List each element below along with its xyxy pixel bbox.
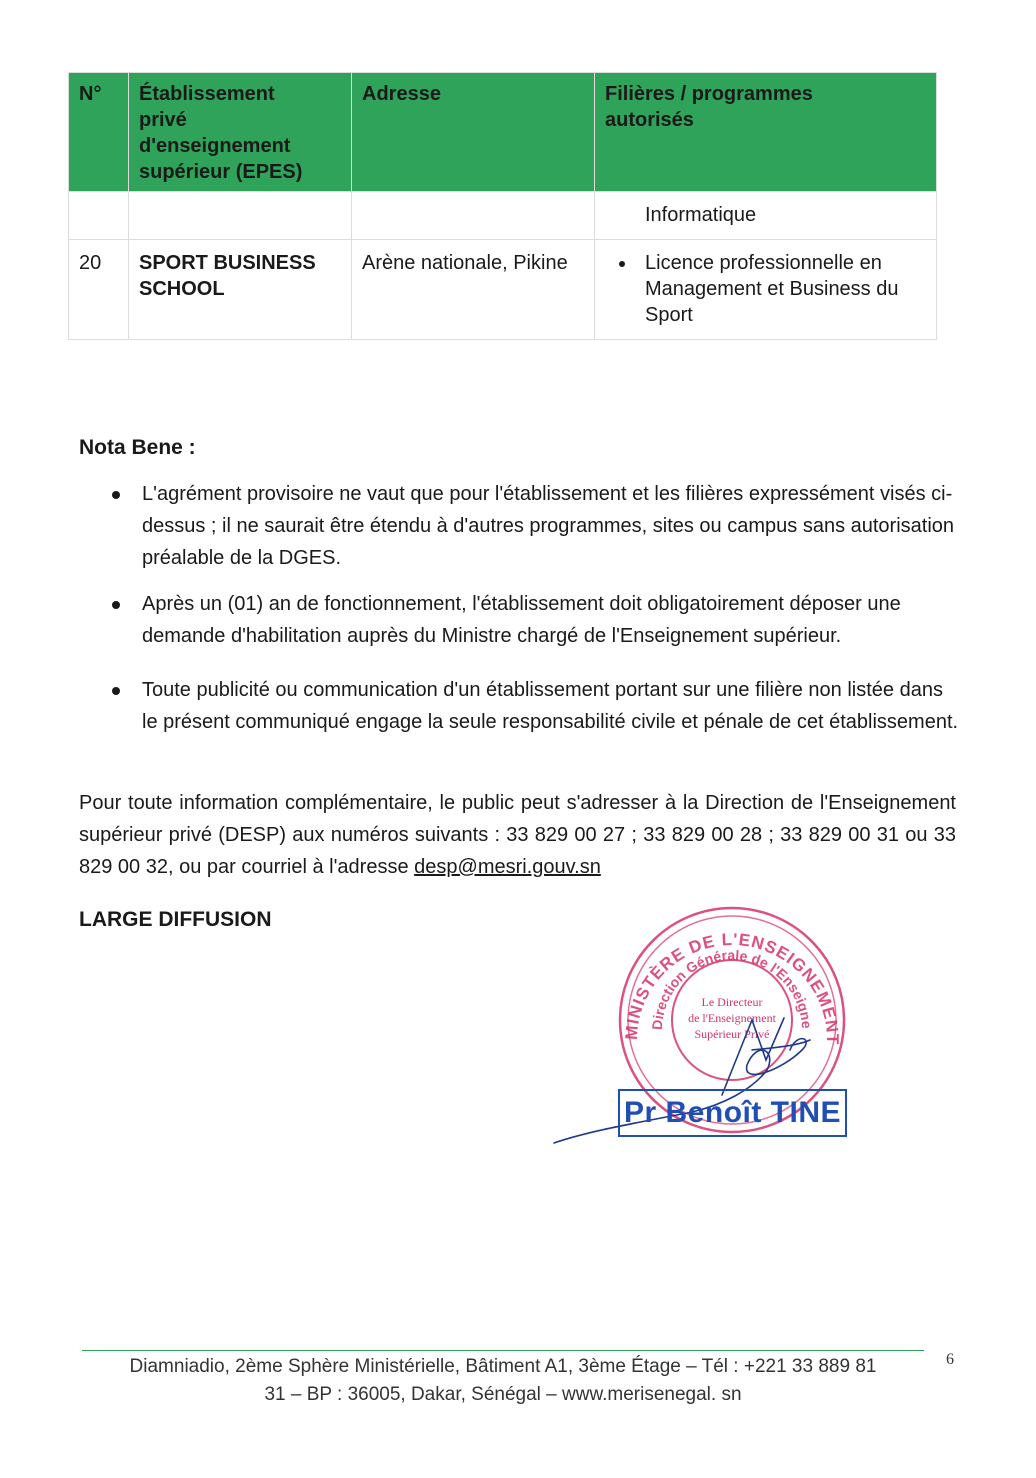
stamp-center-line: Supérieur Privé <box>694 1027 770 1041</box>
table-header-row <box>69 73 937 192</box>
svg-text:MINISTÈRE DE L'ENSEIGNEMENT SU: MINISTÈRE DE L'ENSEIGNEMENT <box>621 929 843 1046</box>
program-item: Informatique <box>645 204 757 226</box>
table-row <box>69 192 937 240</box>
header-programs: Filières / programmes autorisés <box>595 73 937 192</box>
list-item: Après un (01) an de fonctionnement, l'établissement doit obligatoirement déposer une demande d'habilitation auprès du Ministre chargé de l'Enseignement supérieur. <box>112 588 962 652</box>
epes-table <box>68 72 937 340</box>
school-name: SPORT BUSINESS SCHOOL <box>129 240 352 340</box>
info-paragraph: Pour toute information complémentaire, le public peut s'adresser à la Direction de l'Enseignement supérieur privé (DESP) aux numéros suivants : 33 829 00 27 ; 33 829 00 28 ; 33 829 00 31 ou 33 829 00 32, ou par courriel à l'adresse desp@mesri.gouv.sn <box>79 792 956 878</box>
table-row <box>69 240 937 340</box>
large-diffusion-label: LARGE DIFFUSION <box>79 908 272 931</box>
nota-bene-title: Nota Bene : <box>79 436 196 459</box>
school-address: Arène nationale, Pikine <box>352 240 595 340</box>
programs-cell <box>595 240 937 340</box>
nota-bene-list <box>112 478 962 752</box>
footer-divider <box>82 1350 924 1351</box>
signer-name: Pr Benoît TINE <box>618 1089 847 1137</box>
header-epes: Établissement privé d'enseignement supérieur (EPES) <box>129 73 352 192</box>
bullet-icon <box>112 601 120 609</box>
bullet-icon <box>112 687 120 695</box>
header-num: N° <box>69 73 129 192</box>
header-address: Adresse <box>352 73 595 192</box>
footer-address: Diamniadio, 2ème Sphère Ministérielle, Bâtiment A1, 3ème Étage – Tél : +221 33 889 81 31 – BP : 36005, Dakar, Sénégal – www.merisenegal. sn <box>129 1356 877 1405</box>
row-number: 20 <box>69 240 129 340</box>
program-item: • Licence professionnelle en Management et Business du Sport <box>637 250 926 328</box>
stamp-center-line: Le Directeur <box>701 995 763 1009</box>
bullet-icon <box>112 491 120 499</box>
email-link[interactable]: desp@mesri.gouv.sn <box>414 856 601 878</box>
svg-text:Direction Générale de l'Enseig: Direction Générale de l'Enseigne <box>648 946 816 1031</box>
list-item: L'agrément provisoire ne vaut que pour l'établissement et les filières expressément visés ci-dessus ; il ne saurait être étendu à d'autres programmes, sites ou campus sans autorisation préalable de la DGES. <box>112 478 962 574</box>
list-item: Toute publicité ou communication d'un établissement portant sur une filière non listée dans le présent communiqué engage la seule responsabilité civile et pénale de cet établissement. <box>112 674 962 738</box>
stamp-center-line: de l'Enseignement <box>688 1011 776 1025</box>
page-number: 6 <box>946 1351 954 1368</box>
